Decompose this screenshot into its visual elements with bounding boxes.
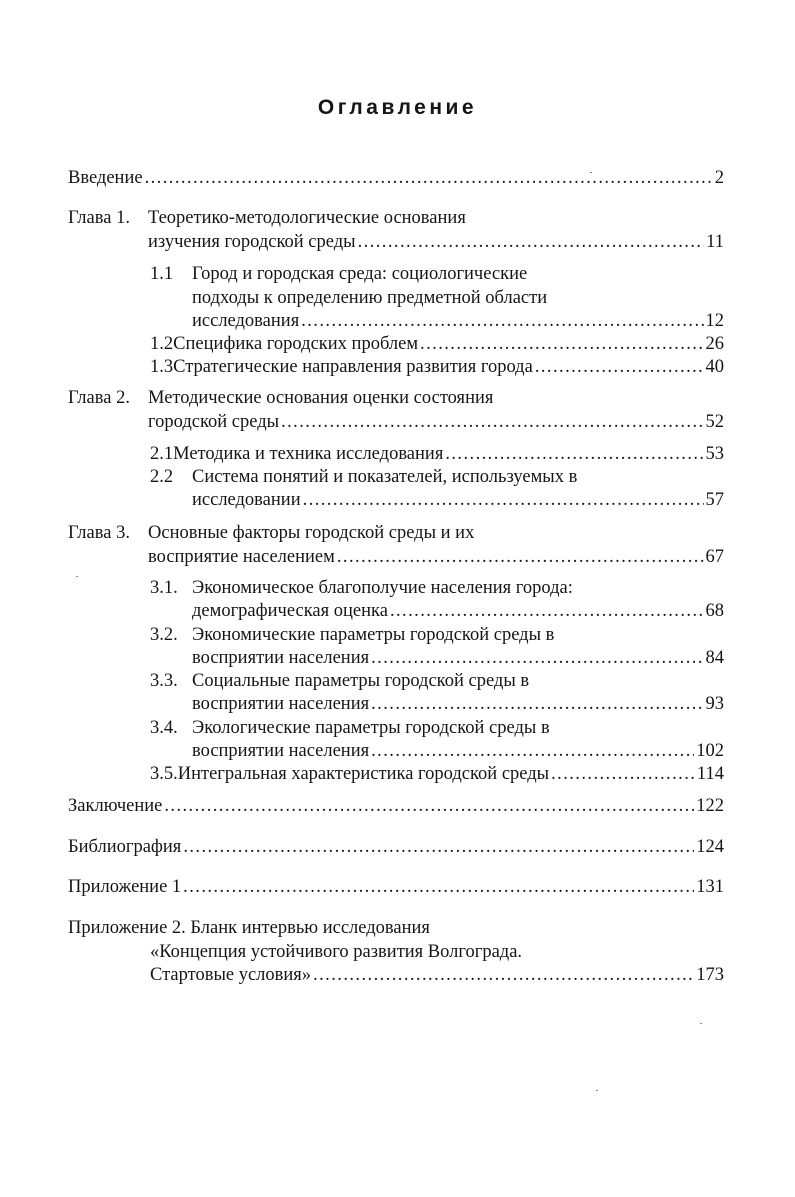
chapter-number: Глава 2. bbox=[68, 388, 130, 408]
toc-leader bbox=[371, 692, 703, 716]
toc-entry-label: Библиография bbox=[68, 837, 182, 857]
chapter-title-line: Методические основания оценки состояния bbox=[148, 388, 494, 408]
toc-entry-appendix-2-line bbox=[150, 940, 724, 964]
toc-entry-label: Приложение 2. Бланк интервью исследования bbox=[68, 918, 430, 938]
section-title-line: Специфика городских проблем bbox=[173, 334, 419, 354]
toc-chapter-1-title-end[interactable] bbox=[148, 230, 724, 254]
chapter-title-line: Основные факторы городской среды и их bbox=[148, 523, 475, 543]
toc-page-number: 68 bbox=[705, 601, 724, 621]
toc-section-3-4-heading[interactable] bbox=[150, 716, 724, 740]
toc-entry-conclusion[interactable] bbox=[68, 794, 724, 818]
toc-page-number: 57 bbox=[705, 490, 724, 510]
toc-entry-label: «Концепция устойчивого развития Волгограда. bbox=[150, 942, 523, 962]
toc-section-2-1[interactable] bbox=[150, 442, 724, 466]
scan-speck bbox=[700, 1023, 702, 1024]
toc-page-number: 84 bbox=[705, 648, 724, 668]
toc-page-number: 173 bbox=[696, 965, 724, 985]
toc-entry-appendix-2-heading[interactable] bbox=[68, 916, 724, 940]
toc-section-1-1-line bbox=[192, 286, 724, 310]
toc-entry-label: Введение bbox=[68, 168, 143, 188]
section-title-line: Методика и техника исследования bbox=[173, 444, 444, 464]
section-title-line: восприятии населения bbox=[192, 648, 370, 668]
toc-page-number: 131 bbox=[696, 877, 724, 897]
toc-page-number: 26 bbox=[705, 334, 724, 354]
section-title-line: исследования bbox=[192, 311, 300, 331]
toc-chapter-2-heading[interactable] bbox=[68, 386, 724, 410]
section-title-line: Социальные параметры городской среды в bbox=[192, 671, 530, 691]
chapter-title-line: городской среды bbox=[148, 412, 280, 432]
toc-leader bbox=[445, 442, 703, 466]
section-number: 1.1 bbox=[150, 264, 174, 284]
toc-entry-label: Заключение bbox=[68, 796, 163, 816]
section-number: 2.2 bbox=[150, 467, 174, 487]
toc-leader bbox=[371, 739, 694, 763]
toc-page-number: 67 bbox=[705, 547, 724, 567]
toc-page-number: 122 bbox=[696, 796, 724, 816]
toc-section-3-1-end[interactable] bbox=[192, 599, 724, 623]
toc-section-3-4-end[interactable] bbox=[192, 739, 724, 763]
scan-speck bbox=[76, 576, 78, 577]
section-title-line: Интегральная характеристика городской среды bbox=[177, 764, 550, 784]
toc-leader bbox=[358, 230, 705, 254]
toc-section-3-1-heading[interactable] bbox=[150, 576, 724, 600]
chapter-title-line: изучения городской среды bbox=[148, 232, 356, 252]
section-number: 3.5. bbox=[150, 764, 178, 784]
section-title-line: Экономическое благополучие населения города: bbox=[192, 578, 573, 598]
toc-page-number: 124 bbox=[696, 837, 724, 857]
scan-speck bbox=[590, 172, 592, 173]
toc-chapter-3-heading[interactable] bbox=[68, 521, 724, 545]
toc-page-number: 12 bbox=[705, 311, 724, 331]
toc-leader bbox=[183, 835, 694, 859]
chapter-title-line: восприятие населением bbox=[148, 547, 335, 567]
toc-page-number: 114 bbox=[696, 764, 724, 784]
toc-leader bbox=[313, 963, 694, 987]
toc-leader bbox=[371, 646, 703, 670]
toc-leader bbox=[535, 355, 704, 379]
toc-section-3-3-heading[interactable] bbox=[150, 669, 724, 693]
section-number: 1.2 bbox=[150, 334, 174, 354]
section-number: 2.1 bbox=[150, 444, 174, 464]
toc-section-3-5[interactable] bbox=[150, 762, 724, 786]
page-title: Оглавление bbox=[317, 96, 478, 119]
toc-entry-label: Приложение 1 bbox=[68, 877, 182, 897]
section-number: 1.3 bbox=[150, 357, 174, 377]
toc-chapter-3-title-end[interactable] bbox=[148, 545, 724, 569]
toc-leader bbox=[390, 599, 704, 623]
toc-section-2-2-end[interactable] bbox=[192, 488, 724, 512]
toc-chapter-2-title-end[interactable] bbox=[148, 410, 724, 434]
chapter-number: Глава 1. bbox=[68, 208, 130, 228]
toc-leader bbox=[420, 332, 703, 356]
toc-leader bbox=[337, 545, 704, 569]
toc-section-3-3-end[interactable] bbox=[192, 692, 724, 716]
toc-entry-appendix-1[interactable] bbox=[68, 875, 724, 899]
toc-page-number: 102 bbox=[696, 741, 724, 761]
section-number: 3.4. bbox=[150, 718, 178, 738]
section-title-line: восприятии населения bbox=[192, 741, 370, 761]
toc-page-number: 2 bbox=[714, 168, 724, 188]
section-number: 3.1. bbox=[150, 578, 178, 598]
toc-leader bbox=[183, 875, 694, 899]
section-title-line: Экономические параметры городской среды в bbox=[192, 625, 555, 645]
toc-section-1-1-heading[interactable] bbox=[150, 262, 724, 286]
toc-section-1-3[interactable] bbox=[150, 355, 724, 379]
section-title-line: подходы к определению предметной области bbox=[192, 288, 548, 308]
toc-leader bbox=[164, 794, 694, 818]
toc-chapter-1-heading[interactable] bbox=[68, 206, 724, 230]
toc-section-2-2-heading[interactable] bbox=[150, 465, 724, 489]
toc-section-1-2[interactable] bbox=[150, 332, 724, 356]
toc-entry-label: Стартовые условия» bbox=[150, 965, 312, 985]
section-title-line: Система понятий и показателей, используемых в bbox=[192, 467, 578, 487]
toc-page-number: 53 bbox=[705, 444, 724, 464]
toc-page-number: 93 bbox=[705, 694, 724, 714]
section-title-line: Стратегические направления развития города bbox=[173, 357, 533, 377]
section-title-line: демографическая оценка bbox=[192, 601, 388, 621]
section-title-line: Экологические параметры городской среды в bbox=[192, 718, 550, 738]
toc-leader bbox=[281, 410, 703, 434]
section-title-line: исследовании bbox=[192, 490, 301, 510]
chapter-number: Глава 3. bbox=[68, 523, 130, 543]
toc-section-3-2-end[interactable] bbox=[192, 646, 724, 670]
toc-page-number: 11 bbox=[706, 232, 724, 252]
chapter-title-line: Теоретико-методологические основания bbox=[148, 208, 466, 228]
toc-page-number: 52 bbox=[705, 412, 724, 432]
toc-leader bbox=[303, 488, 704, 512]
section-number: 3.3. bbox=[150, 671, 178, 691]
toc-section-3-2-heading[interactable] bbox=[150, 623, 724, 647]
toc-leader bbox=[145, 166, 713, 190]
toc-section-1-1-end[interactable] bbox=[192, 309, 724, 333]
toc-leader bbox=[551, 762, 695, 786]
scan-speck bbox=[596, 1090, 598, 1091]
toc-page-number: 40 bbox=[705, 357, 724, 377]
toc-entry-intro[interactable] bbox=[68, 166, 724, 190]
toc-leader bbox=[301, 309, 703, 333]
section-title-line: Город и городская среда: социологические bbox=[192, 264, 528, 284]
toc-entry-bibliography[interactable] bbox=[68, 835, 724, 859]
section-title-line: восприятии населения bbox=[192, 694, 370, 714]
section-number: 3.2. bbox=[150, 625, 178, 645]
toc-entry-appendix-2-end[interactable] bbox=[150, 963, 724, 987]
